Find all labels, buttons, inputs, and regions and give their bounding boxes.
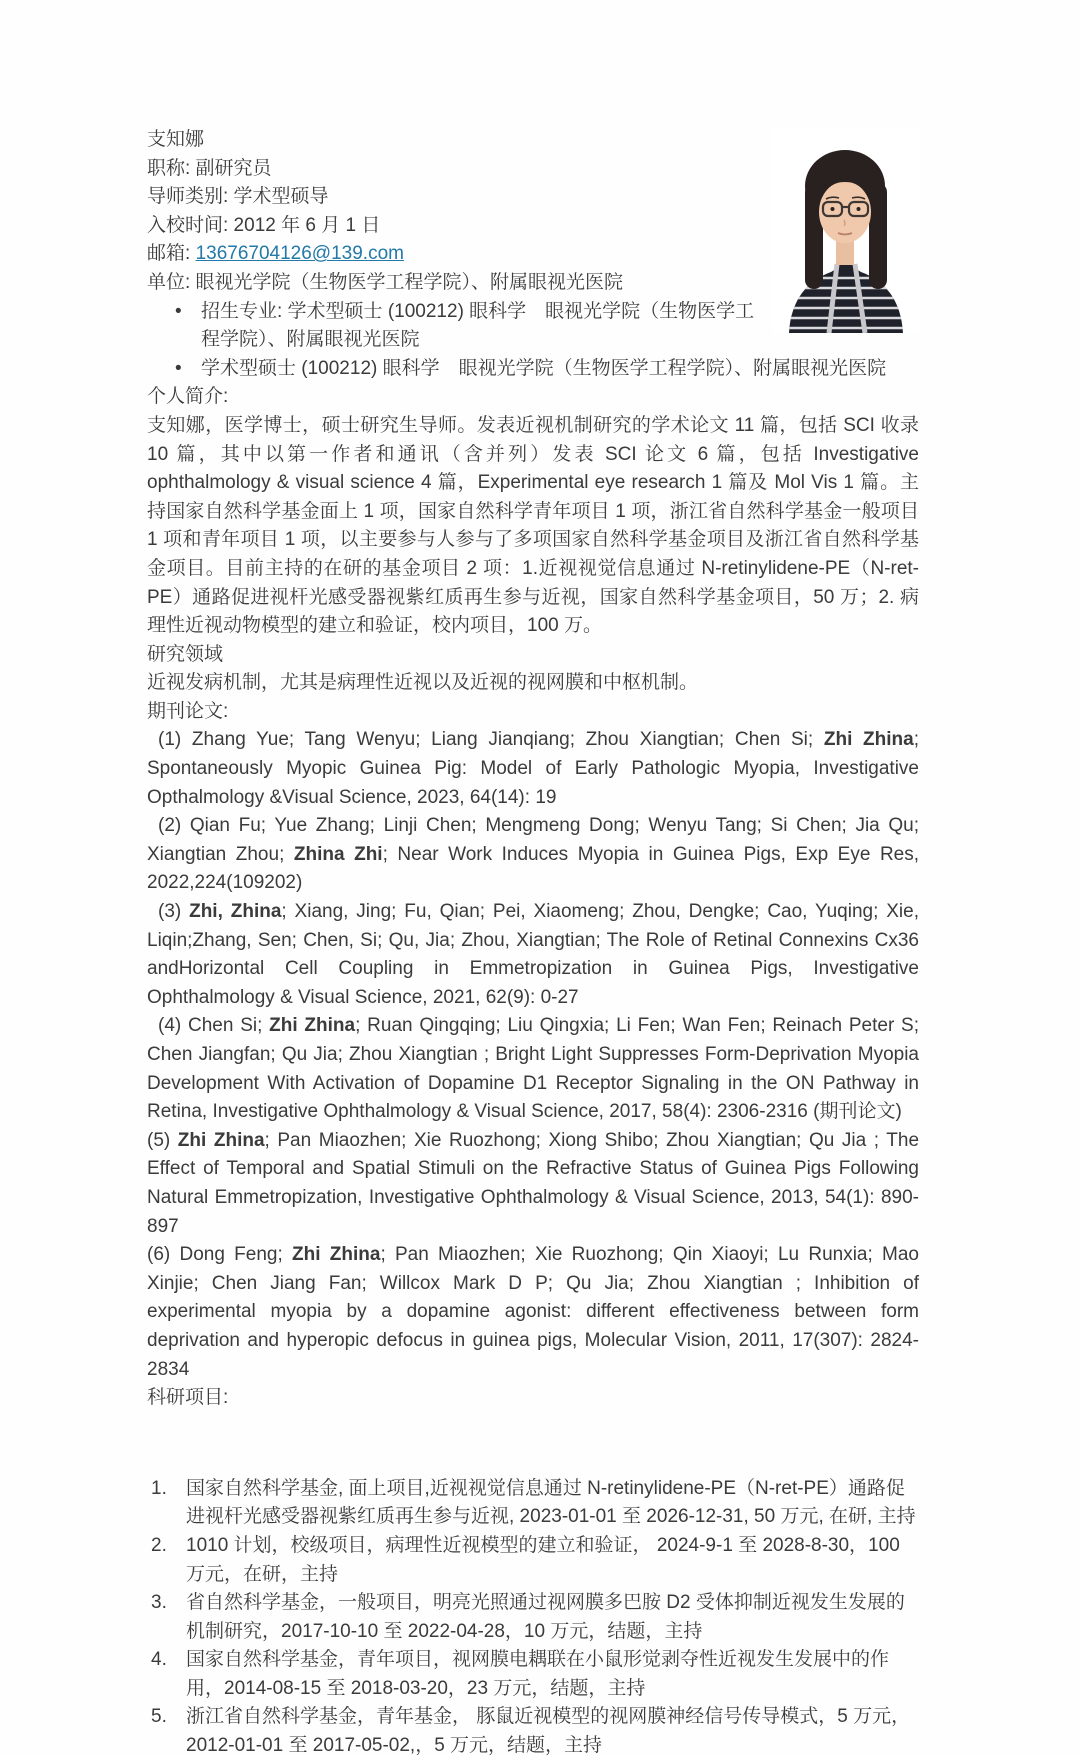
email-link[interactable]: 13676704126@139.com xyxy=(195,243,404,265)
bullet-icon: • xyxy=(175,300,182,322)
profile-unit: 单位: 眼视光学院（生物医学工程学院）、附属眼视光医院 xyxy=(147,271,624,293)
profile-name: 支知娜 xyxy=(147,129,205,150)
academic-master-text: 学术型硕士 (100212) 眼科学 眼视光学院（生物医学工程学院）、附属眼视光医院 xyxy=(201,357,887,379)
document-content xyxy=(147,126,925,1756)
research-area-text: 近视发病机制，尤其是病理性近视以及近视的视网膜和中枢机制。 xyxy=(147,672,699,694)
intro-paragraph: 支知娜，医学博士，硕士研究生导师。发表近视机制研究的学术论文 11 篇，包括 SCI 收录 10 篇，其中以第一作者和通讯（含并列）发表 SCI 论文 6 篇，包括 Investigative ophthalmology & visual science 4 篇，Experimental eye research 1 篇及 Mol Vis 1 篇。主持国家自然科学基金面上 1 项，国家自然科学青年项目 1 项，浙江省自然科学基金一般项目 1 项和青年项目 1 项，以主要参与人参与了多项国家自然科学基金项目及浙江省自然科学基金项目。目前主持的在研的基金项目 2 项：1.近视视觉信息通过 N-retinylidene-PE（N-ret-PE）通路促进视杆光感受器视紫红质再生参与近视，国家自然科学基金项目，50 万；2. 病理性近视动物模型的建立和验证，校内项目，100 万。 xyxy=(147,414,925,637)
paper-item-4: (4) Chen Si; Zhi Zhina; Ruan Qingqing; Liu Qingxia; Li Fen; Wan Fen; Reinach Peter S; Chen Jiangfan; Qu Jia; Zhou Xiangtian ; Bright Light Suppresses Form-Deprivation Myopia Development With Activation of Dopamine D1 Receptor Signaling in the ON Pathway in Retina, Investigative Ophthalmology & Visual Science, 2017, 58(4): 2306-2316 (期刊论文) xyxy=(147,1015,920,1123)
paper-item-6: (6) Dong Feng; Zhi Zhina; Pan Miaozhen; Xie Ruozhong; Qin Xiaoyi; Lu Runxia; Mao Xinjie; Chen Jiang Fan; Willcox Mark D P; Qu Jia; Zhou Xiangtian ; Inhibition of experimental myopia by a dopamine agonist: different effectiveness between form deprivation and hyperopic defocus in guinea pigs, Molecular Vision, 2011, 17(307): 2824-2834 xyxy=(147,1244,919,1380)
project-number: 4. xyxy=(151,1649,167,1671)
project-text: 1010 计划，校级项目，病理性近视模型的建立和验证， 2024-9-1 至 2028-8-30，100 万元，在研，主持 xyxy=(186,1534,906,1585)
paper-item-1: (1) Zhang Yue; Tang Wenyu; Liang Jianqiang; Zhou Xiangtian; Chen Si; Zhi Zhina; Spontaneously Myopic Guinea Pig: Model of Early Pathologic Myopia, Investigative Opthalmology &Visual Science, 2023, 64(14): 19 xyxy=(147,729,919,808)
paper-item-2: (2) Qian Fu; Yue Zhang; Linji Chen; Mengmeng Dong; Wenyu Tang; Si Chen; Jia Qu; Xiangtian Zhou; Zhina Zhi; Near Work Induces Myopia in Guinea Pigs, Exp Eye Res, 2022,224(109202) xyxy=(147,815,920,894)
profile-entry-date: 入校时间: 2012 年 6 月 1 日 xyxy=(147,214,381,236)
section-intro-label: 个人简介: xyxy=(147,386,229,408)
project-item-1 xyxy=(147,1475,919,1532)
bullet-icon: • xyxy=(175,357,182,379)
projects-list xyxy=(147,1475,919,1756)
project-item-5 xyxy=(147,1703,919,1756)
profile-mentor-type: 导师类别: 学术型硕导 xyxy=(147,186,329,208)
admission-major-text: 招生专业: 学术型硕士 (100212) 眼科学 眼视光学院（生物医学工程学院）、附属眼视光医院 xyxy=(201,300,755,351)
admission-major-bullet xyxy=(147,298,759,355)
project-number: 5. xyxy=(151,1706,167,1728)
portrait-illustration xyxy=(773,128,919,333)
project-number: 1. xyxy=(151,1477,167,1499)
project-item-3 xyxy=(147,1589,919,1646)
paper-item-3: (3) Zhi, Zhina; Xiang, Jing; Fu, Qian; Pei, Xiaomeng; Zhou, Dengke; Cao, Yuqing; Xie, Liqin;Zhang, Sen; Chen, Si; Qu, Jia; Zhou, Xiangtian; The Role of Retinal Connexins Cx36 andHorizontal Cell Coupling in Emmetropization in Guinea Pigs, Investigative Ophthalmology & Visual Science, 2021, 62(9): 0-27 xyxy=(147,901,919,1008)
profile-photo xyxy=(773,128,919,333)
academic-master-bullet xyxy=(147,355,919,384)
project-number: 2. xyxy=(151,1534,167,1556)
project-item-2 xyxy=(147,1532,919,1589)
project-text: 省自然科学基金，一般项目，明亮光照通过视网膜多巴胺 D2 受体抑制近视发生发展的机制研究，2017-10-10 至 2022-04-28，10 万元，结题，主持 xyxy=(186,1592,905,1642)
project-number: 3. xyxy=(151,1592,167,1614)
section-projects-label: 科研项目: xyxy=(147,1387,229,1409)
email-label: 邮箱: xyxy=(147,243,196,265)
project-text: 国家自然科学基金, 面上项目,近视视觉信息通过 N-retinylidene-PE（N-ret-PE）通路促进视杆光感受器视紫红质再生参与近视, 2023-01-01 至 2026-12-31, 50 万元, 在研, 主持 xyxy=(186,1477,916,1528)
project-text: 国家自然科学基金，青年项目，视网膜电耦联在小鼠形觉剥夺性近视发生发展中的作用，2014-08-15 至 2018-03-20，23 万元，结题，主持 xyxy=(186,1649,890,1699)
section-papers-label: 期刊论文: xyxy=(147,700,229,722)
project-item-4 xyxy=(147,1646,919,1703)
section-research-label: 研究领域 xyxy=(147,643,224,665)
paper-item-5: (5) Zhi Zhina; Pan Miaozhen; Xie Ruozhong; Xiong Shibo; Zhou Xiangtian; Qu Jia ; The Effect of Temporal and Spatial Stimuli on the Refractive Status of Guinea Pigs Following Natural Emmetropization, Investigative Ophthalmology & Visual Science, 2013, 54(1): 890-897 xyxy=(147,1129,920,1237)
profile-title: 职称: 副研究员 xyxy=(147,157,272,179)
project-text: 浙江省自然科学基金，青年基金， 豚鼠近视模型的视网膜神经信号传导模式，5 万元，2012-01-01 至 2017-05-02,，5 万元，结题，主持 xyxy=(186,1706,911,1756)
